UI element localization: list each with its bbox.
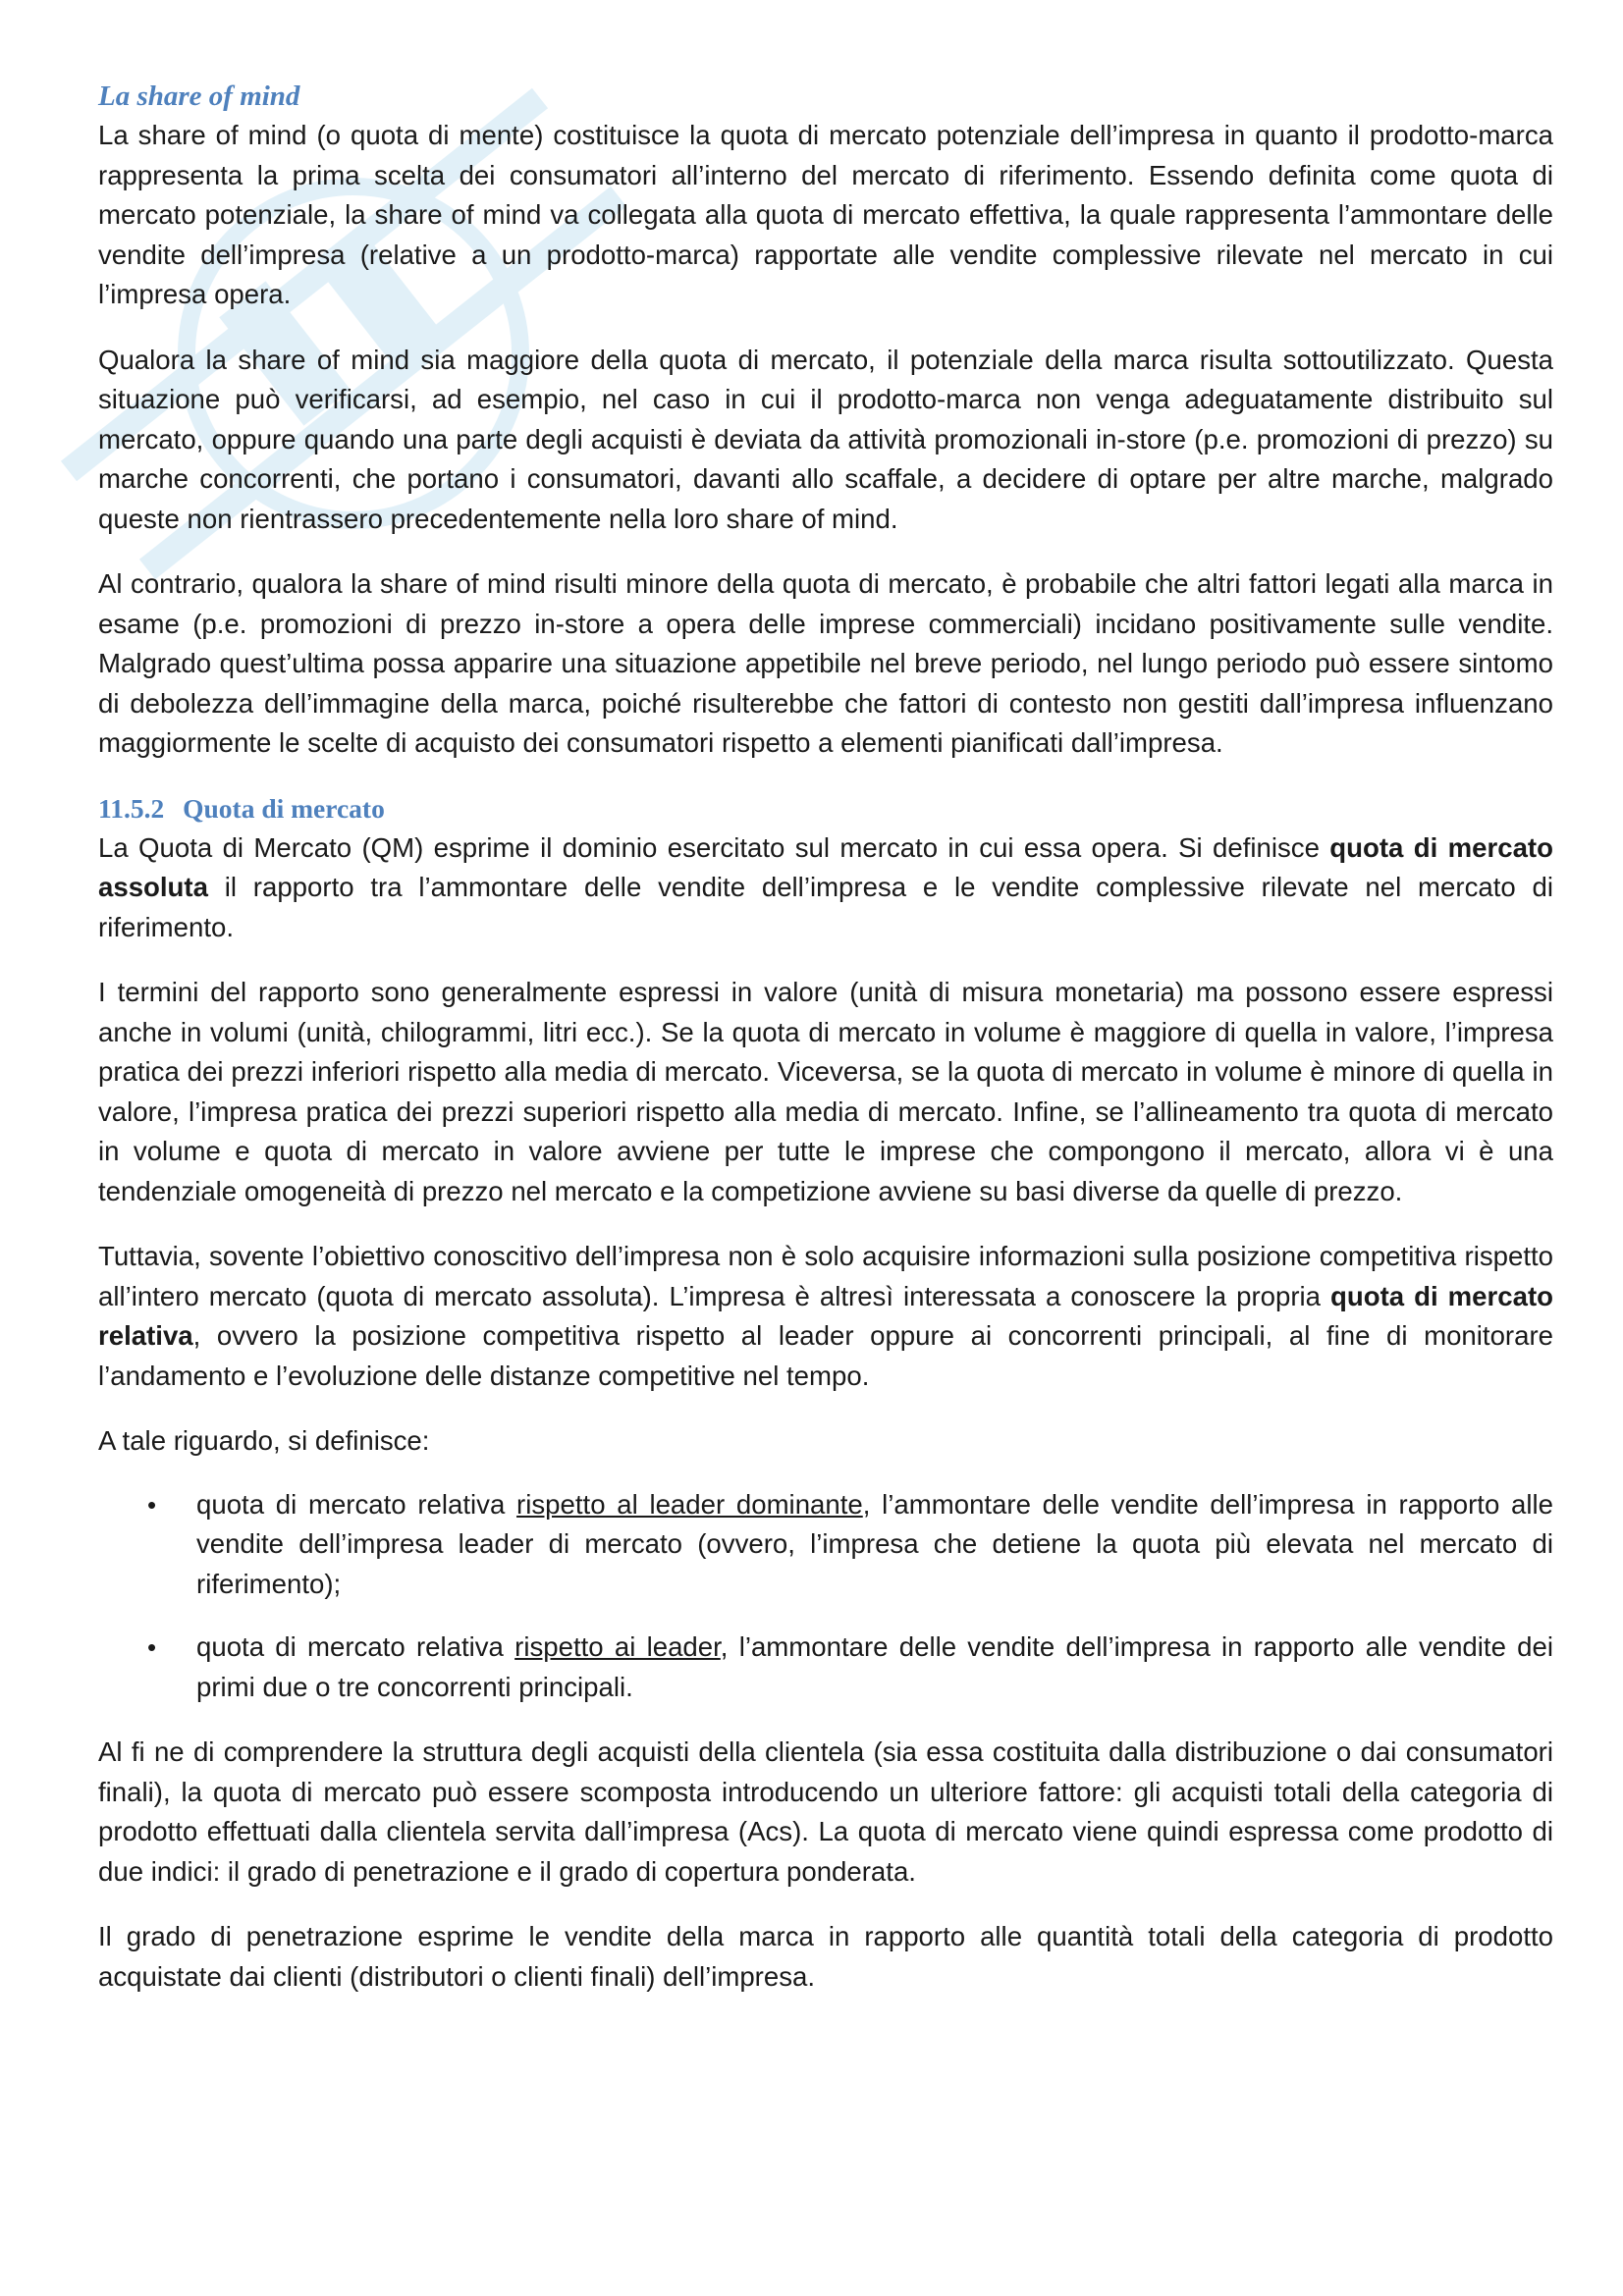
section-title: Quota di mercato [183, 792, 385, 824]
paragraph: Il grado di penetrazione esprime le vendite della marca in rapporto alle quantità totali della categoria di prodotto acquistate dai clienti (distributori o clienti finali) dell’impresa. [98, 1921, 1553, 1992]
paragraph: I termini del rapporto sono generalmente espressi in valore (unità di misura monetaria) ma possono essere espressi anche in volumi (unità, chilogrammi, litri ecc.). Se la quota di mercato in volume è maggiore di quella in valore, l’impresa pratica dei prezzi inferiori rispetto alla media di mercato. Viceversa, se la quota di mercato in volume è minore di quella in valore, l’impresa pratica dei prezzi superiori rispetto alla media di mercato. Infine, se l’allineamento tra quota di mercato in volume e quota di mercato in valore avviene per tutte le imprese che compongono il mercato, allora vi è una tendenziale omogeneità di prezzo nel mercato e la competizione avviene su basi diverse da quelle di prezzo. [98, 977, 1553, 1206]
document-page [98, 77, 1553, 1997]
section-number: 11.5.2 [98, 792, 165, 824]
paragraph: A tale riguardo, si definisce: [98, 1425, 430, 1456]
list-item: • quota di mercato relativa rispetto ai leader, l’ammontare delle vendite dell’impresa in rapporto alle vendite dei primi due o tre concorrenti principali. [98, 1628, 1553, 1707]
subsection-title: La share of mind [98, 80, 300, 112]
list-item: • quota di mercato relativa rispetto al leader dominante, l’ammontare delle vendite dell’impresa in rapporto alle vendite dell’impresa leader di mercato (ovvero, l’impresa che detiene la quota più elevata nel mercato di riferimento); [98, 1485, 1553, 1605]
paragraph: Al fi ne di comprendere la struttura degli acquisti della clientela (sia essa costituita dalla distribuzione o dai consumatori finali), la quota di mercato può essere scomposta introducendo un ulteriore fattore: gli acquisti totali della categoria di prodotto effettuati dalla clientela servita dall’impresa (Acs). La quota di mercato viene quindi espressa come prodotto di due indici: il grado di penetrazione e il grado di copertura ponderata. [98, 1736, 1553, 1887]
definition-list [98, 1485, 1553, 1708]
bold-term: quota di mercato assoluta [98, 831, 1553, 902]
bullet-icon: • [147, 1489, 157, 1520]
paragraph: Tuttavia, sovente l’obiettivo conoscitivo dell’impresa non è solo acquisire informazioni sulla posizione competitiva rispetto all’intero mercato (quota di mercato assoluta). L’impresa è altresì interessata a conoscere la propria quota di mercato relativa, ovvero la posizione competitiva rispetto al leader oppure ai concorrenti principali, al fine di monitorare l’andamento e l’evoluzione delle distanze competitive nel tempo. [98, 1241, 1553, 1391]
bold-term: quota di mercato relativa [98, 1280, 1553, 1351]
underlined-term: rispetto ai leader [514, 1631, 721, 1662]
bullet-icon: • [147, 1632, 157, 1662]
underlined-term: rispetto al leader dominante [516, 1488, 863, 1520]
section-heading [98, 789, 1553, 828]
paragraph: La share of mind (o quota di mente) costituisce la quota di mercato potenziale dell’impresa in quanto il prodotto-marca rappresenta la prima scelta dei consumatori all’interno del mercato di riferimento. Essendo definita come quota di mercato potenziale, la share of mind va collegata alla quota di mercato effettiva, la quale rappresenta l’ammontare delle vendite dell’impresa (relative a un prodotto-marca) rapportate alle vendite complessive rilevate nel mercato in cui l’impresa opera. [98, 120, 1553, 309]
paragraph: Al contrario, qualora la share of mind risulti minore della quota di mercato, è probabile che altri fattori legati alla marca in esame (p.e. promozioni di prezzo in-store a opera delle imprese commerciali) incidano positivamente sulle vendite. Malgrado quest’ultima possa apparire una situazione appetibile nel breve periodo, nel lungo periodo può essere sintomo di debolezza dell’immagine della marca, poiché risulterebbe che fattori di contesto non gestiti dall’impresa influenzano maggiormente le scelte di acquisto dei consumatori rispetto a elementi pianificati dall’impresa. [98, 568, 1553, 758]
paragraph: La Quota di Mercato (QM) esprime il dominio esercitato sul mercato in cui essa opera. Si definisce quota di mercato assoluta il rapporto tra l’ammontare delle vendite dell’impresa e le vendite complessive rilevate nel mercato di riferimento. [98, 831, 1553, 942]
paragraph: Qualora la share of mind sia maggiore della quota di mercato, il potenziale della marca risulta sottoutilizzato. Questa situazione può verificarsi, ad esempio, nel caso in cui il prodotto-marca non venga adeguatamente distribuito sul mercato, oppure quando una parte degli acquisti è deviata da attività promozionali in-store (p.e. promozioni di prezzo) su marche concorrenti, che portano i consumatori, davanti allo scaffale, a decidere di optare per altre marche, malgrado queste non rientrassero precedentemente nella loro share of mind. [98, 344, 1553, 534]
